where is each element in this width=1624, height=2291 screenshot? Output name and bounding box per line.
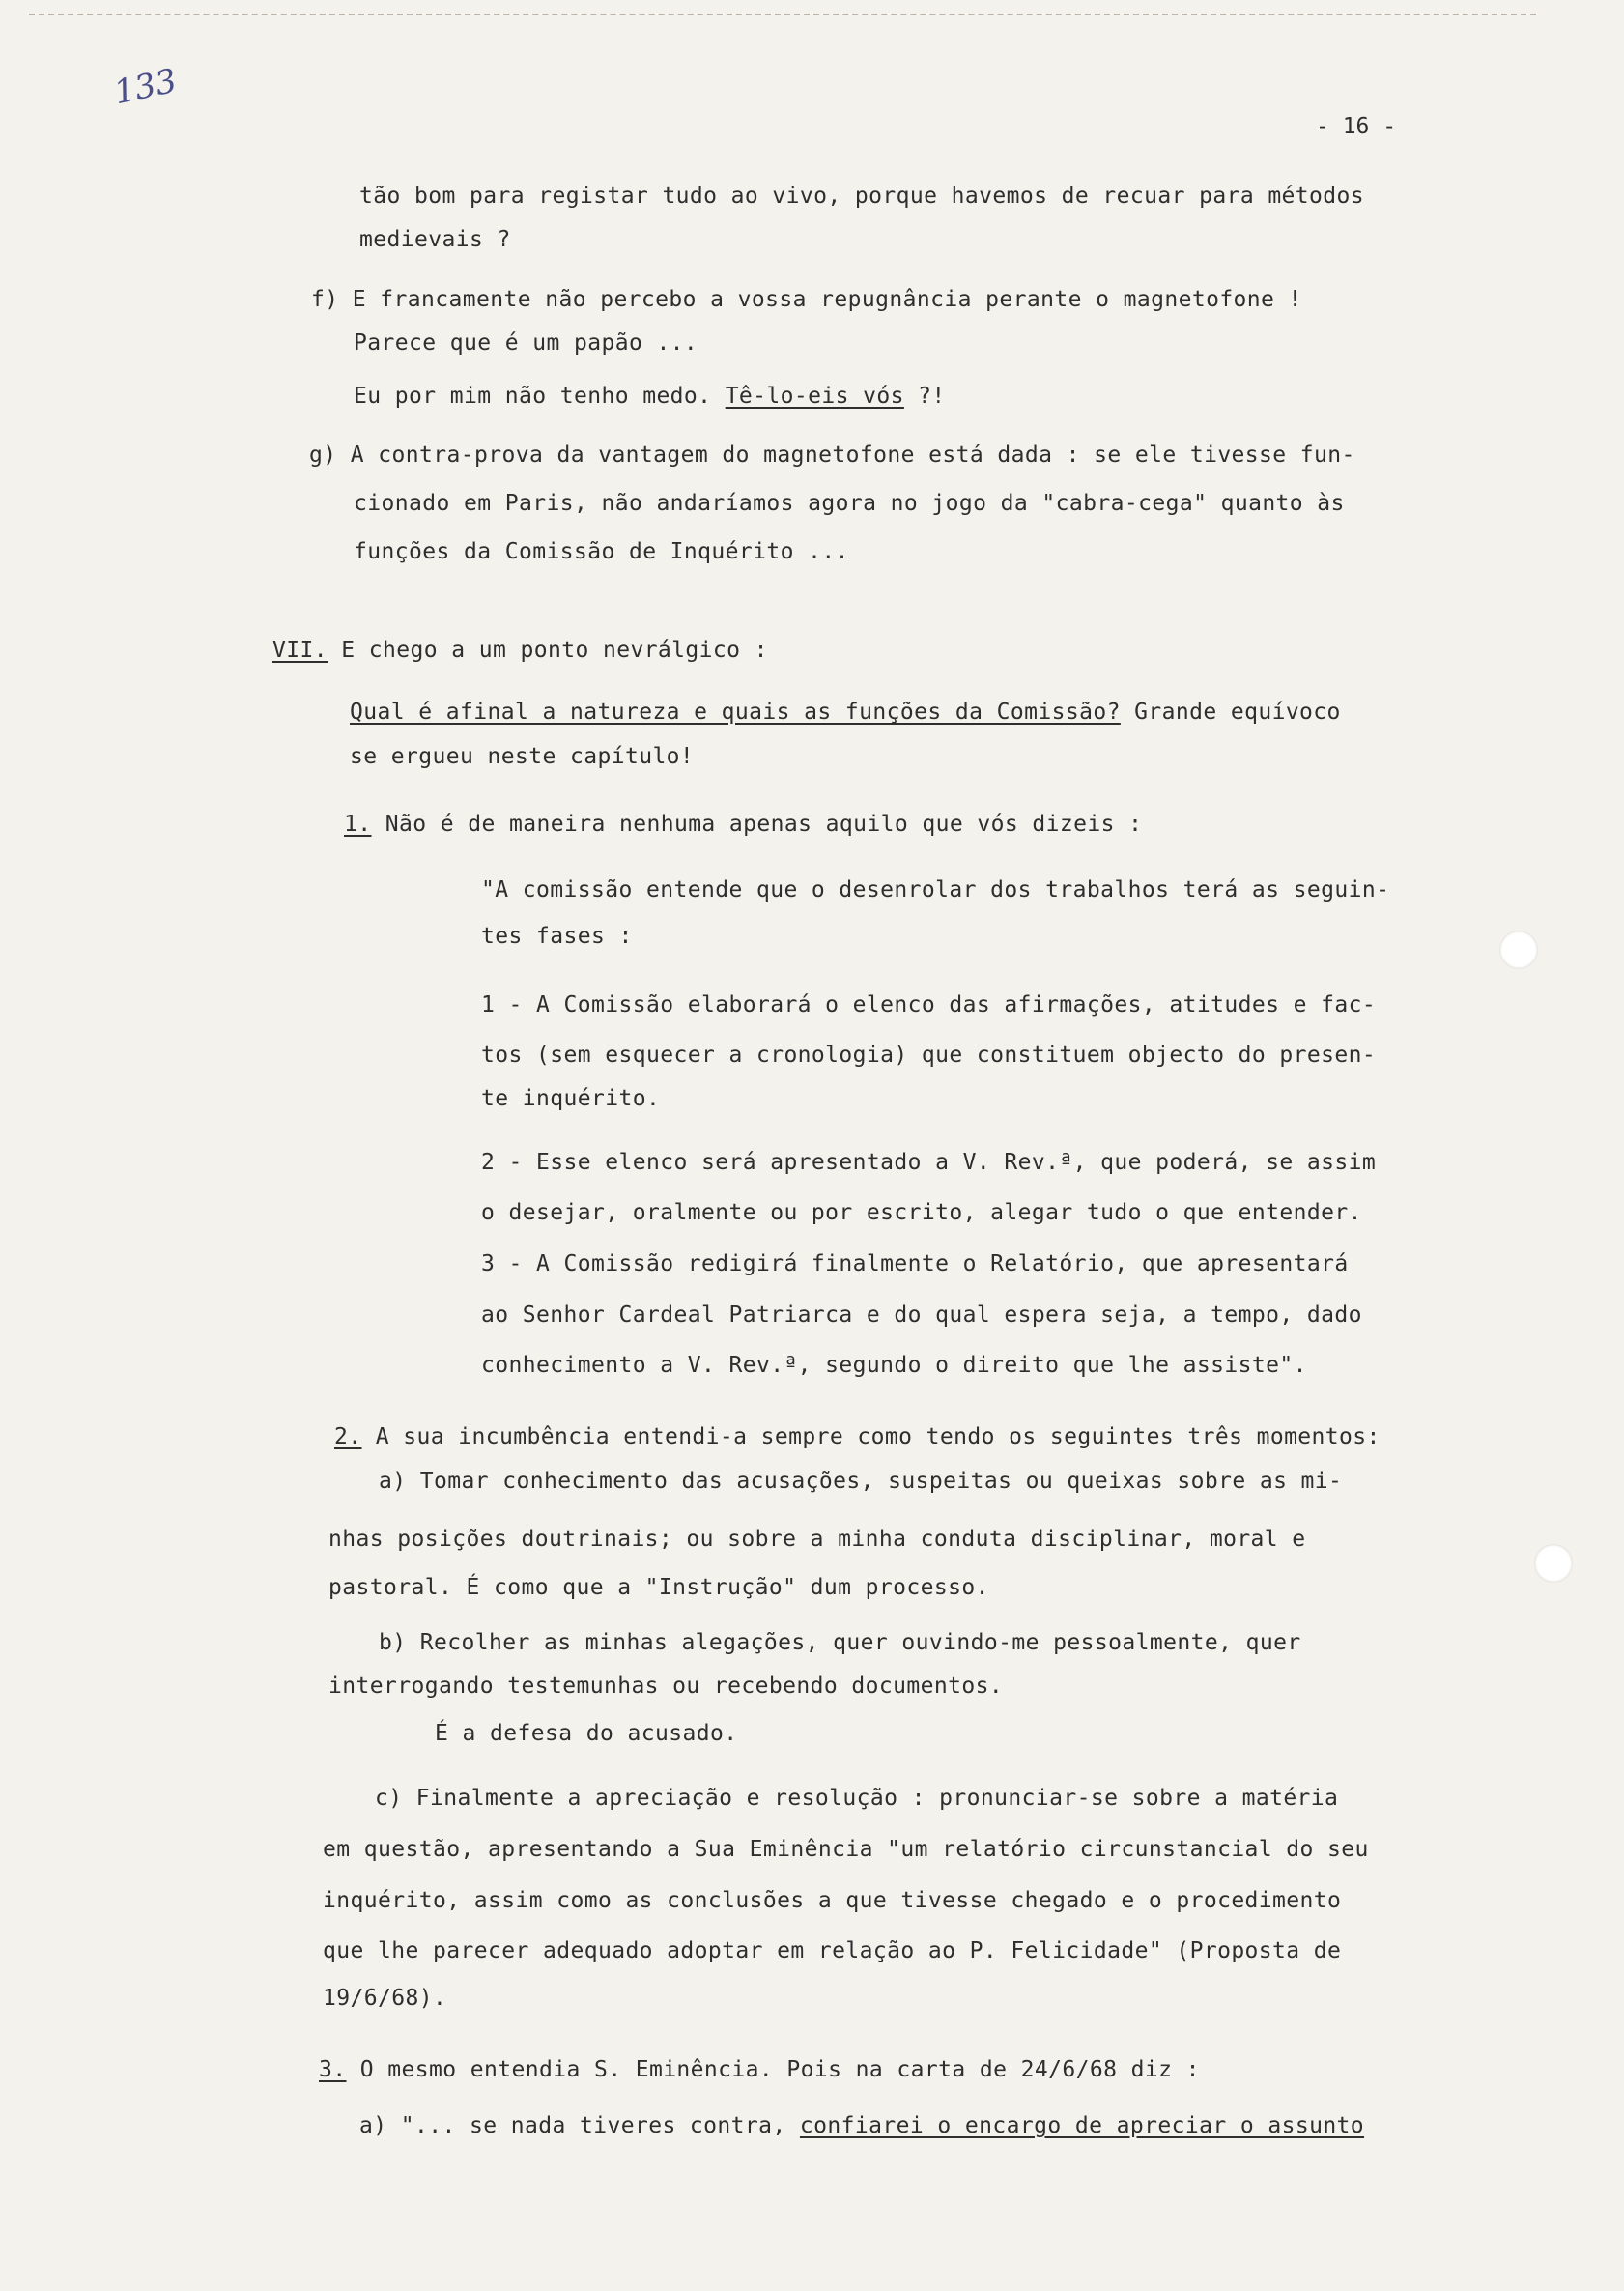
- text-line: [359, 2111, 1364, 2140]
- text-line: inquérito, assim como as conclusões a que tivesse chegado e o procedimento: [323, 1888, 1342, 1913]
- text-line: cionado em Paris, não andaríamos agora no jogo da "cabra-cega" quanto às: [354, 491, 1345, 516]
- text-line: [334, 1422, 1381, 1451]
- text-line: [319, 2055, 1200, 2084]
- text-segment: Grande equívoco: [1134, 700, 1341, 725]
- text-line: em questão, apresentando a Sua Eminência "um relatório circunstancial do seu: [323, 1837, 1369, 1862]
- text-line: g) A contra-prova da vantagem do magnetofone está dada : se ele tivesse fun-: [309, 443, 1355, 468]
- quote-line: 1 - A Comissão elaborará o elenco das afirmações, atitudes e fac-: [481, 992, 1377, 1017]
- handwritten-folio-number: 133: [110, 61, 181, 113]
- section-heading: [272, 636, 768, 665]
- text-line: [354, 382, 946, 411]
- quote-line: 2 - Esse elenco será apresentado a V. Rev.ª, que poderá, se assim: [481, 1150, 1377, 1175]
- quote-line: 3 - A Comissão redigirá finalmente o Relatório, que apresentará: [481, 1251, 1349, 1276]
- text-line: medievais ?: [359, 227, 511, 252]
- text-segment: Não é de maneira nenhuma apenas aquilo que vós dizeis :: [385, 812, 1143, 837]
- underlined-text: Tê-lo-eis vós: [725, 384, 904, 409]
- text-line: [344, 810, 1142, 839]
- underlined-text: confiarei o encargo de apreciar o assunto: [799, 2113, 1365, 2138]
- text-line: É a defesa do acusado.: [435, 1721, 738, 1746]
- quote-line: "A comissão entende que o desenrolar dos trabalhos terá as seguin-: [481, 877, 1390, 902]
- quote-line: ao Senhor Cardeal Patriarca e do qual espera seja, a tempo, dado: [481, 1303, 1362, 1328]
- text-segment: a) "... se nada tiveres contra,: [359, 2113, 786, 2138]
- text-segment: Eu por mim não tenho medo.: [354, 384, 712, 409]
- text-line: funções da Comissão de Inquérito ...: [354, 539, 849, 564]
- text-line: interrogando testemunhas ou recebendo documentos.: [328, 1674, 1004, 1699]
- text-line: tão bom para registar tudo ao vivo, porque havemos de recuar para métodos: [359, 184, 1365, 209]
- quote-line: conhecimento a V. Rev.ª, segundo o direito que lhe assiste".: [481, 1353, 1307, 1378]
- text-line: f) E francamente não percebo a vossa repugnância perante o magnetofone !: [311, 287, 1302, 312]
- text-line: pastoral. É como que a "Instrução" dum processo.: [328, 1575, 989, 1600]
- text-line: b) Recolher as minhas alegações, quer ouvindo-me pessoalmente, quer: [379, 1630, 1301, 1655]
- text-segment: O mesmo entendia S. Eminência. Pois na carta de 24/6/68 diz :: [359, 2057, 1200, 2082]
- text-line: 19/6/68).: [323, 1986, 447, 2011]
- item-number: 3.: [319, 2057, 347, 2082]
- quote-line: tos (sem esquecer a cronologia) que constituem objecto do presen-: [481, 1043, 1377, 1068]
- top-edge-rule: [29, 14, 1536, 15]
- quote-line: tes fases :: [481, 924, 633, 949]
- punch-hole-bottom: [1534, 1544, 1573, 1583]
- underlined-text: Qual é afinal a natureza e quais as funções da Comissão?: [350, 700, 1121, 725]
- text-segment: A sua incumbência entendi-a sempre como tendo os seguintes três momentos:: [375, 1424, 1381, 1449]
- page-number: - 16 -: [1316, 114, 1397, 139]
- text-line: se ergueu neste capítulo!: [350, 744, 695, 769]
- punch-hole-top: [1499, 931, 1538, 969]
- text-segment: E chego a um ponto nevrálgico :: [341, 638, 768, 663]
- text-line: a) Tomar conhecimento das acusações, suspeitas ou queixas sobre as mi-: [379, 1469, 1343, 1494]
- text-line: nhas posições doutrinais; ou sobre a minha conduta disciplinar, moral e: [328, 1527, 1306, 1552]
- text-line: [350, 698, 1341, 727]
- section-number: VII.: [272, 638, 328, 663]
- quote-line: o desejar, oralmente ou por escrito, alegar tudo o que entender.: [481, 1200, 1362, 1225]
- text-segment: ?!: [918, 384, 946, 409]
- text-line: que lhe parecer adequado adoptar em relação ao P. Felicidade" (Proposta de: [323, 1938, 1342, 1963]
- text-line: c) Finalmente a apreciação e resolução : pronunciar-se sobre a matéria: [375, 1786, 1339, 1811]
- item-number: 2.: [334, 1424, 362, 1449]
- quote-line: te inquérito.: [481, 1086, 661, 1111]
- text-line: Parece que é um papão ...: [354, 330, 698, 356]
- item-number: 1.: [344, 812, 372, 837]
